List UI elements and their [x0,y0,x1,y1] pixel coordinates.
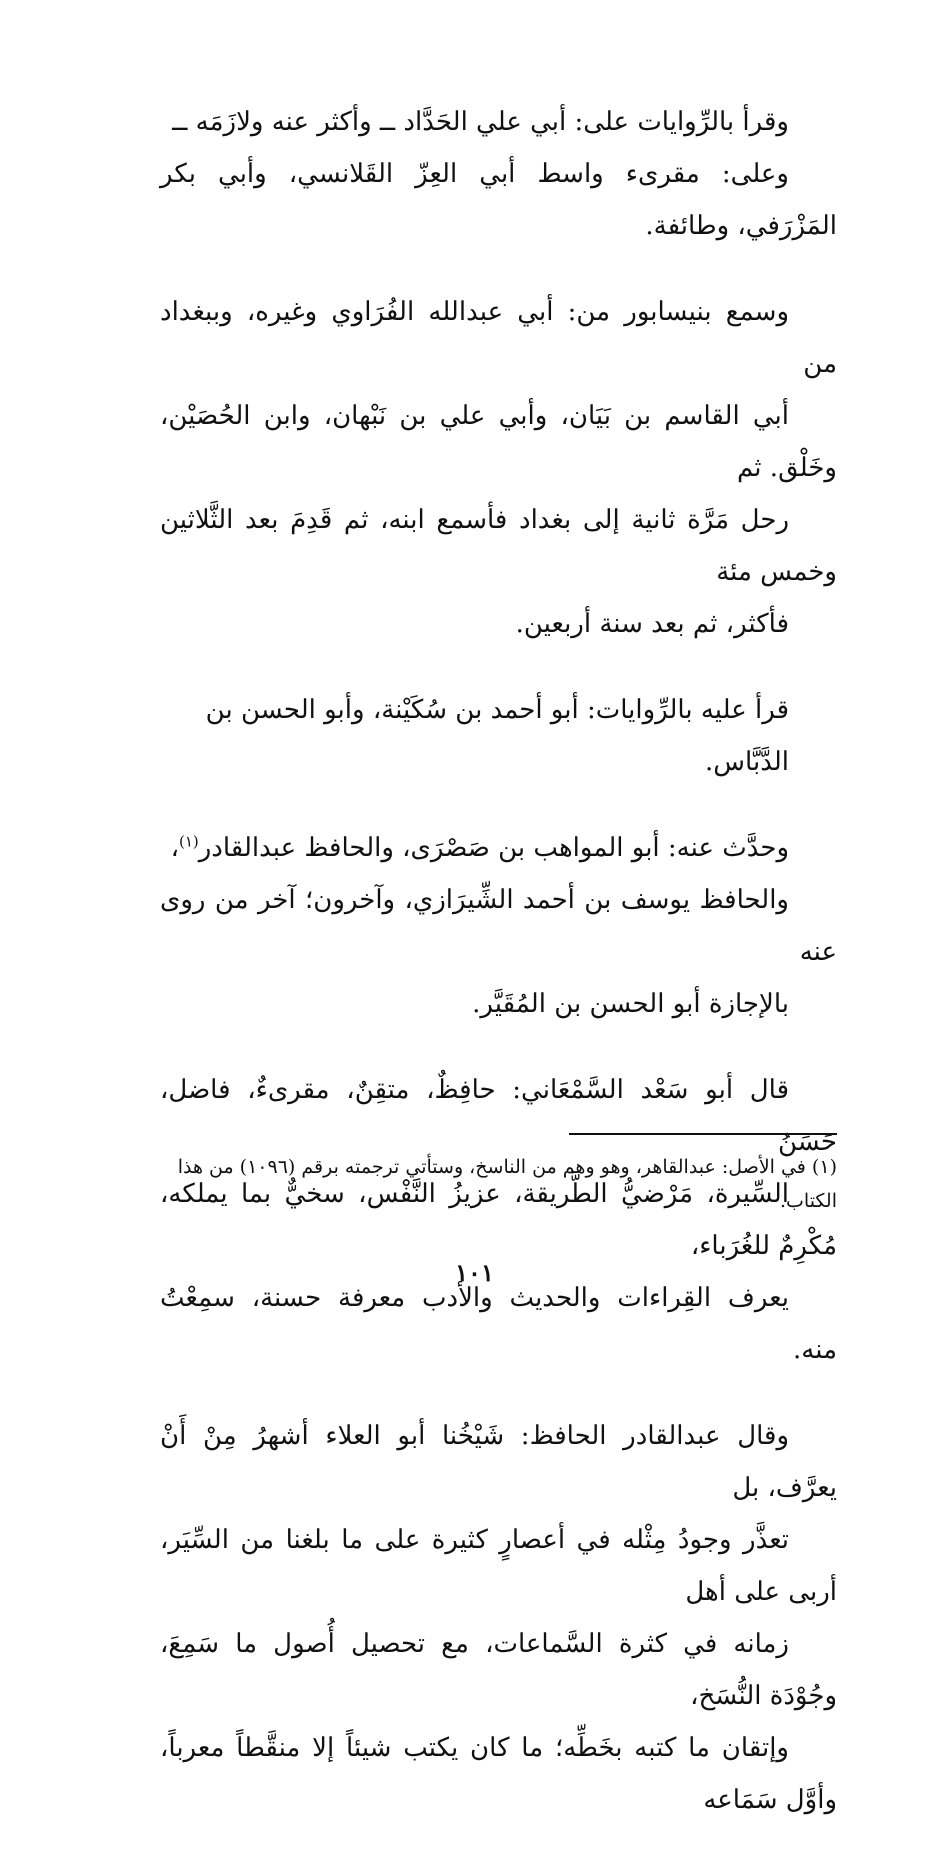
text-line: وإتقان ما كتبه بخَطِّه؛ ما كان يكتب شيئاً إلا منقَّطاً معرباً، وأوَّل سَمَاعه [160,1733,837,1815]
text-line: والحافظ يوسف بن أحمد الشِّيرَازي، وآخرون؛ آخر من روى عنه [160,885,837,967]
text-line: الدَّبَّاس. [705,747,789,777]
footnote-reference[interactable]: (١) [178,832,199,851]
text-line: رحل مَرَّة ثانية إلى بغداد فأسمع ابنه، ثم قَدِمَ بعد الثَّلاثين وخمس مئة [160,505,837,587]
text-line: السِّيرة، مَرْضيُّ الطَّريقة، عزيزُ النَّفْس، سخيٌّ بما يملكه، مُكْرِمٌ للغُرَباء، [160,1179,837,1261]
paragraph-readings [160,96,837,252]
page-number: ١٠١ [455,1258,494,1287]
text-line: وعلى: مقرىء واسط أبي العِزّ القَلانسي، وأبي بكر المَزْرَفي، وطائفة. [160,159,837,241]
paragraph-samani-quote [160,1064,837,1376]
text-line: زمانه في كثرة السَّماعات، مع تحصيل أُصول ما سَمِعَ، وجُوْدَة النُّسَخ، [160,1629,837,1711]
paragraph-abdulqadir-quote [160,1410,837,1826]
text-segment: وحدَّث عنه: أبو المواهب بن صَصْرَى، والحافظ عبدالقادر [198,833,789,863]
paragraph-narrators [160,822,837,1030]
footnote [160,1150,837,1218]
footnote-divider [569,1133,837,1135]
text-line [160,822,837,874]
text-line: يعرف القِراءات والحديث والأدب معرفة حسنة، سمِعْتُ منه. [160,1283,837,1365]
text-line: بالإجازة أبو الحسن بن المُقَيَّر. [472,989,789,1019]
text-line: قال أبو سَعْد السَّمْعَاني: حافِظٌ، متقِنٌ، مقرىءٌ، فاضل، حَسَنُ [160,1075,837,1157]
text-line: تعذَّر وجودُ مِثْله في أعصارٍ كثيرة على ما بلغنا من السِّيَر، أربى على أهل [160,1525,837,1607]
paragraph-students [160,684,837,788]
text-line: أبي القاسم بن بَيَان، وأبي علي بن نَبْهان، وابن الحُصَيْن، وخَلْق. ثم [160,401,837,483]
text-line: وسمع بنيسابور من: أبي عبدالله الفُرَاوي وغيره، وببغداد من [160,297,837,379]
text-line: قرأ عليه بالرِّوايات: أبو أحمد بن سُكَيْنة، وأبو الحسن بن [205,695,789,725]
footnote-line: (١) في الأصل: عبدالقاهر، وهو وهم من الناسخ، وستأتي ترجمته برقم (١٠٩٦) من هذا [177,1156,837,1178]
text-line: وقال عبدالقادر الحافظ: شَيْخُنا أبو العلاء أشهرُ مِنْ أَنْ يعرَّف، بل [160,1421,837,1503]
text-line: وقرأ بالرِّوايات على: أبي علي الحَدَّاد ــ وأكثر عنه ولازَمَه ــ [172,107,789,137]
text-line: فأكثر، ثم بعد سنة أربعين. [515,609,789,639]
text-segment: ، [170,833,179,863]
footnote-line: الكتاب. [779,1190,837,1212]
main-text [160,96,837,1860]
paragraph-heard [160,286,837,650]
